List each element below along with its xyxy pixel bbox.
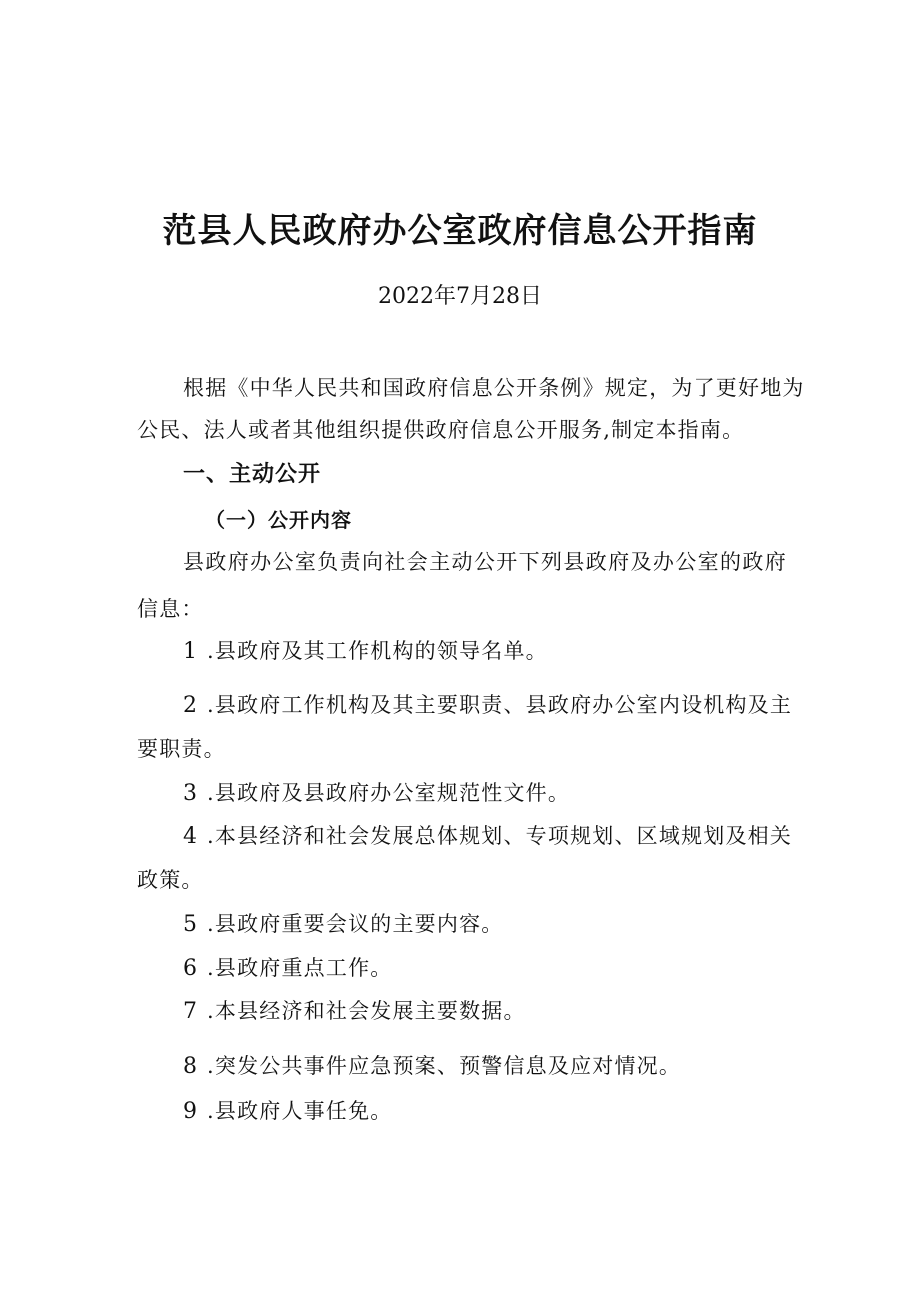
list-item-number: 9	[183, 1099, 199, 1124]
list-item	[137, 636, 787, 666]
list-item-text: .县政府人事任免。	[207, 1099, 393, 1123]
lead-line-1: 县政府办公室负责向社会主动公开下列县政府及办公室的政府	[183, 550, 787, 574]
document-date: 2022年7月28日	[378, 284, 542, 309]
list-item-text: .县政府及县政府办公室规范性文件。	[207, 781, 571, 805]
section-heading-active-disclosure: 一、主动公开	[183, 462, 322, 487]
list-item-text: .县政府重要会议的主要内容。	[207, 912, 504, 936]
list-item-text: .县政府工作机构及其主要职责、县政府办公室内设机构及主	[207, 693, 793, 717]
list-item-number: 1	[183, 639, 199, 664]
list-item	[137, 778, 787, 808]
lead-line-2: 信息：	[137, 597, 204, 621]
intro-line-1: 根据《中华人民共和国政府信息公开条例》规定，为了更好地为	[183, 376, 805, 400]
intro-line-2: 公民、法人或者其他组织提供政府信息公开服务,制定本指南。	[137, 418, 745, 442]
list-item-line-1	[137, 778, 787, 808]
list-item-number: 3	[183, 781, 199, 806]
list-item-number: 8	[183, 1054, 199, 1079]
list-item-text: .县政府重点工作。	[207, 956, 393, 980]
list-item	[137, 821, 793, 895]
list-item-number: 6	[183, 956, 199, 981]
list-item	[137, 909, 787, 939]
list-item	[137, 1051, 787, 1081]
list-item	[137, 690, 793, 764]
list-item-line-1	[137, 690, 793, 720]
document-title: 范县人民政府办公室政府信息公开指南	[162, 211, 758, 251]
list-item-number: 4	[183, 824, 199, 849]
list-item-line-1	[137, 1096, 787, 1126]
list-item	[137, 953, 787, 983]
list-item-line-1	[137, 996, 787, 1026]
list-item	[137, 996, 787, 1026]
list-item-line-1	[137, 821, 793, 851]
list-item-line-2: 政策。	[137, 868, 204, 892]
list-item-number: 2	[183, 693, 199, 718]
list-item-line-2: 要职责。	[137, 737, 226, 761]
list-item-text: .本县经济和社会发展总体规划、专项规划、区域规划及相关	[207, 824, 793, 848]
list-item-number: 5	[183, 912, 199, 937]
list-item-number: 7	[183, 999, 199, 1024]
lead-paragraph	[137, 547, 787, 624]
list-item-line-1	[137, 909, 787, 939]
list-item-line-1	[137, 636, 787, 666]
list-item-line-1	[137, 953, 787, 983]
list-item-text: .突发公共事件应急预案、预警信息及应对情况。	[207, 1054, 682, 1078]
list-item-text: .本县经济和社会发展主要数据。	[207, 999, 526, 1023]
subsection-heading-content: （一）公开内容	[205, 508, 352, 532]
intro-paragraph	[137, 373, 805, 445]
list-item-text: .县政府及其工作机构的领导名单。	[207, 639, 548, 663]
list-item	[137, 1096, 787, 1126]
list-item-line-1	[137, 1051, 787, 1081]
